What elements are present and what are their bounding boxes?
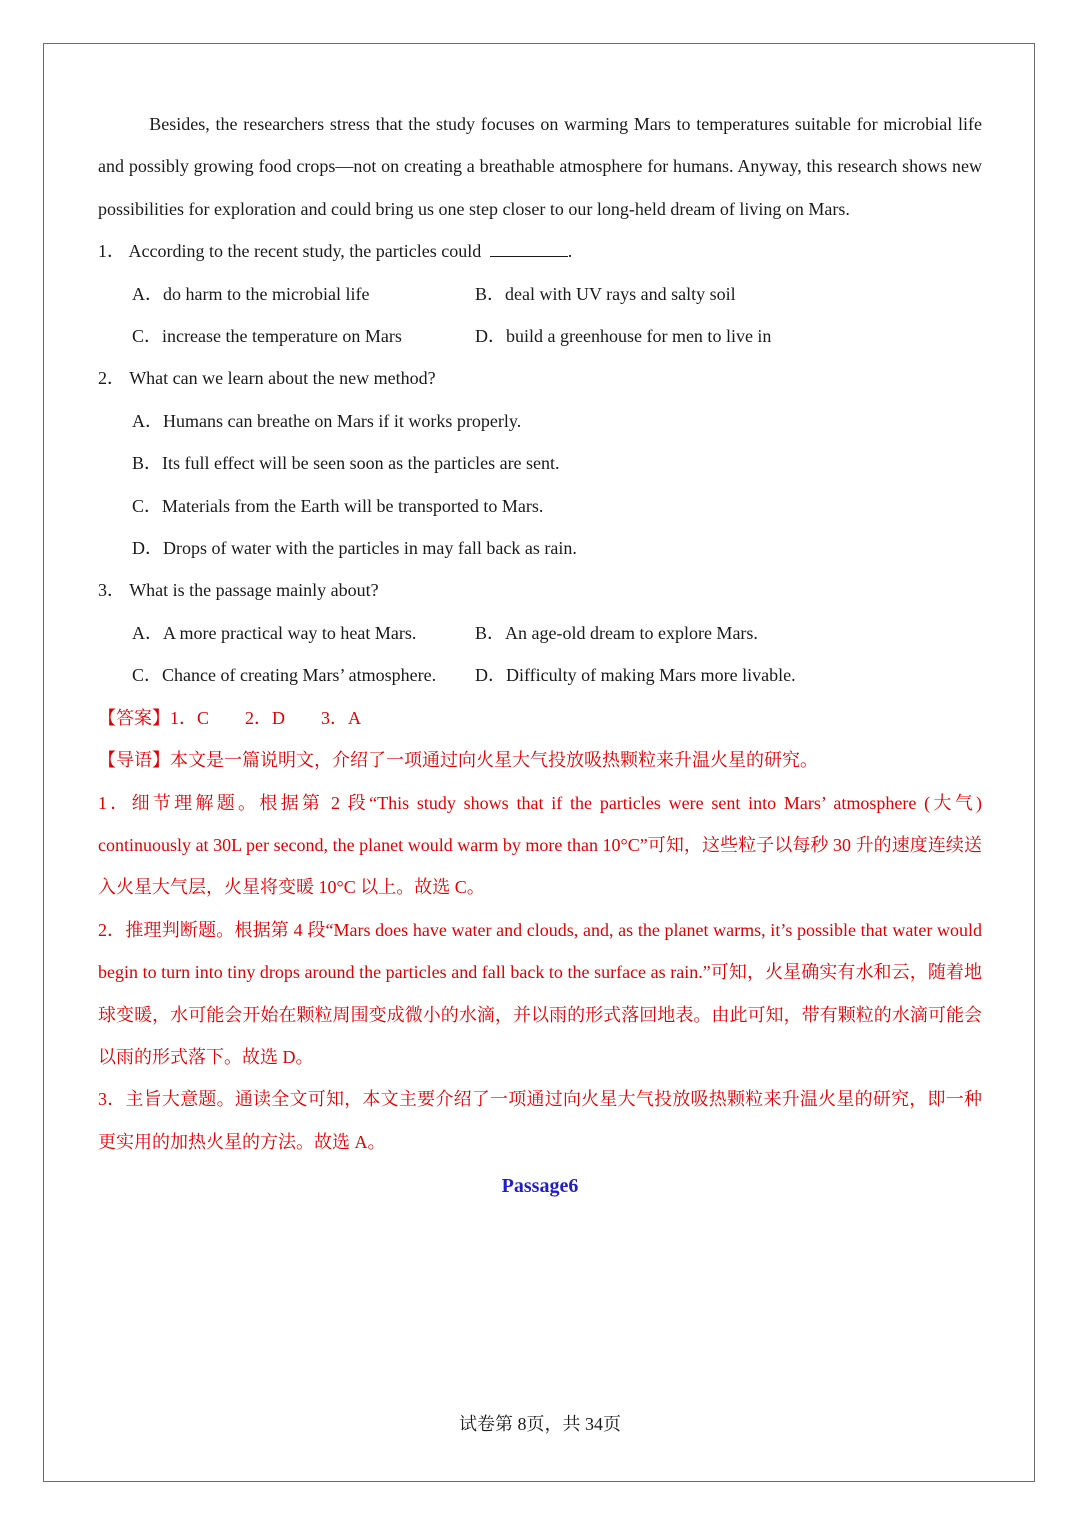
- explanation-1: 1．细节理解题。根据第 2 段“This study shows that if the particles were sent into Mars’ atmosphere (大气) continuously at 30L per second, the planet would warm by more than 10°C”可知，这些粒子以每秒 30 升的速度连续送入火星大气层，火星将变暖 10°C 以上。故选 C。: [98, 792, 982, 898]
- option-b: B．Its full effect will be seen soon as the particles are sent.: [132, 453, 560, 474]
- guide-label: 【导语】: [98, 750, 170, 771]
- page-content: [98, 103, 982, 1208]
- passage-title: Passage6: [501, 1175, 579, 1198]
- guide-text: 本文是一篇说明文，介绍了一项通过向火星大气投放吸热颗粒来升温火星的研究。: [170, 750, 818, 771]
- passage-paragraph: Besides, the researchers stress that the study focuses on warming Mars to temperatures suitable for microbial life and possibly growing food crops—not on creating a breathable atmosphere for humans. Anyway, this research shows new possibilities for exploration and could bring us one step closer to our long-held dream of living on Mars.: [98, 114, 982, 219]
- question-3: [98, 569, 982, 611]
- question-stem: What is the passage mainly about?: [129, 580, 379, 601]
- explanation-3: 3．主旨大意题。通读全文可知，本文主要介绍了一项通过向火星大气投放吸热颗粒来升温火星的研究，即一种更实用的加热火星的方法。故选 A。: [98, 1089, 982, 1152]
- explanation-2: 2．推理判断题。根据第 4 段“Mars does have water and clouds, and, as the planet warms, it’s possible that water would begin to turn into tiny drops around the particles and fall back to the surface as rain.”可知，火星确实有水和云，随着地球变暖，水可能会开始在颗粒周围变成微小的水滴，并以雨的形式落回地表。由此可知，带有颗粒的水滴可能会以雨的形式落下。故选 D。: [98, 919, 982, 1067]
- answer-key-text: 1．C 2．D 3．A: [170, 707, 362, 728]
- option-d: D．build a greenhouse for men to live in: [475, 326, 772, 347]
- option-row: [98, 273, 982, 315]
- option-c: C．increase the temperature on Mars: [132, 326, 402, 347]
- question-2: [98, 357, 982, 399]
- question-stem: What can we learn about the new method?: [129, 368, 436, 389]
- answer-key-label: 【答案】: [98, 707, 170, 728]
- page-footer: 试卷第 8页，共 34页: [459, 1414, 621, 1434]
- answer-key: [98, 697, 982, 739]
- question-1: [98, 230, 982, 272]
- question-number: 1．: [98, 241, 125, 262]
- option-row: [98, 315, 982, 357]
- option-c: C．Chance of creating Mars’ atmosphere.: [132, 665, 437, 686]
- option-row: [98, 612, 982, 654]
- option-c: C．Materials from the Earth will be transported to Mars.: [132, 495, 544, 516]
- option-a: A．Humans can breathe on Mars if it works properly.: [132, 410, 522, 431]
- question-number: 2．: [98, 368, 125, 389]
- option-a: A．do harm to the microbial life: [132, 283, 370, 304]
- question-number: 3．: [98, 580, 125, 601]
- question-stem-end: .: [567, 241, 573, 262]
- option-d: D．Difficulty of making Mars more livable.: [475, 665, 796, 686]
- option-b: B．An age-old dream to explore Mars.: [475, 622, 758, 643]
- guide: [98, 739, 982, 781]
- option-a: A．A more practical way to heat Mars.: [132, 622, 417, 643]
- option-row: [98, 654, 982, 696]
- option-d: D．Drops of water with the particles in may fall back as rain.: [132, 538, 577, 559]
- question-stem: According to the recent study, the particles could: [128, 241, 482, 262]
- answer-blank: [490, 240, 568, 257]
- option-b: B．deal with UV rays and salty soil: [475, 283, 736, 304]
